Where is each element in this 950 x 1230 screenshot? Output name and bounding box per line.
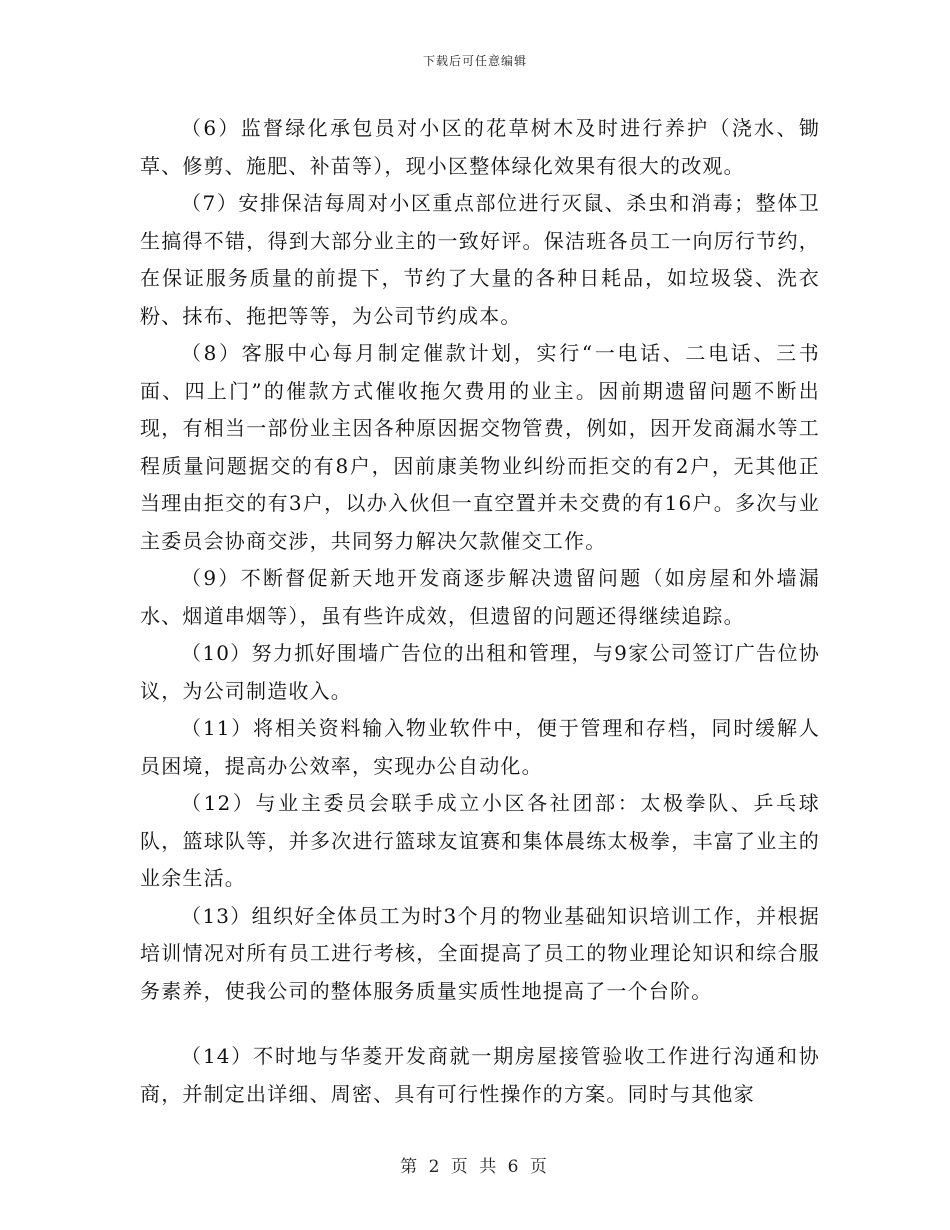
paragraph-item-11: （11）将相关资料输入物业软件中，便于管理和存档，同时缓解人员困境，提高办公效率，实现办公自动化。 xyxy=(140,716,820,778)
page-header-note: 下载后可任意编辑 xyxy=(422,54,527,68)
page-number-footer: 第 2 页 共 6 页 xyxy=(400,1157,550,1177)
paragraph-item-13: （13）组织好全体员工为时3个月的物业基础知识培训工作，并根据培训情况对所有员工进行考核，全面提高了员工的物业理论知识和综合服务素养，使我公司的整体服务质量实质性地提高了一个台阶。 xyxy=(140,903,820,1003)
paragraph-item-9: （9）不断督促新天地开发商逐步解决遗留问题（如房屋和外墙漏水、烟道串烟等），虽有些许成效，但遗留的问题还得继续追踪。 xyxy=(140,566,820,628)
paragraph-item-10: （10）努力抓好围墙广告位的出租和管理，与9家公司签订广告位协议，为公司制造收入。 xyxy=(140,641,820,703)
document-body xyxy=(140,110,820,1113)
paragraph-item-7: （7）安排保洁每周对小区重点部位进行灭鼠、杀虫和消毒；整体卫生搞得不错，得到大部分业主的一致好评。保洁班各员工一向厉行节约，在保证服务质量的前提下，节约了大量的各种日耗品，如垃圾袋、洗衣粉、抹布、拖把等等，为公司节约成本。 xyxy=(140,191,820,328)
paragraph-item-14: （14）不时地与华菱开发商就一期房屋接管验收工作进行沟通和协商，并制定出详细、周密、具有可行性操作的方案。同时与其他家 xyxy=(140,1044,820,1106)
paragraph-item-6: （6）监督绿化承包员对小区的花草树木及时进行养护（浇水、锄草、修剪、施肥、补苗等），现小区整体绿化效果有很大的改观。 xyxy=(140,116,820,178)
paragraph-item-8: （8）客服中心每月制定催款计划，实行“一电话、二电话、三书面、四上门”的催款方式催收拖欠费用的业主。因前期遗留问题不断出现，有相当一部份业主因各种原因据交物管费，例如，因开发商漏水等工程质量问题据交的有8户，因前康美物业纠纷而拒交的有2户，无其他正当理由拒交的有3户，以办入伙但一直空置并未交费的有16户。多次与业主委员会协商交涉，共同努力解决欠款催交工作。 xyxy=(140,341,820,553)
paragraph-item-12: （12）与业主委员会联手成立小区各社团部：太极拳队、乒乓球队，篮球队等，并多次进行篮球友谊赛和集体晨练太极拳，丰富了业主的业余生活。 xyxy=(140,791,820,890)
